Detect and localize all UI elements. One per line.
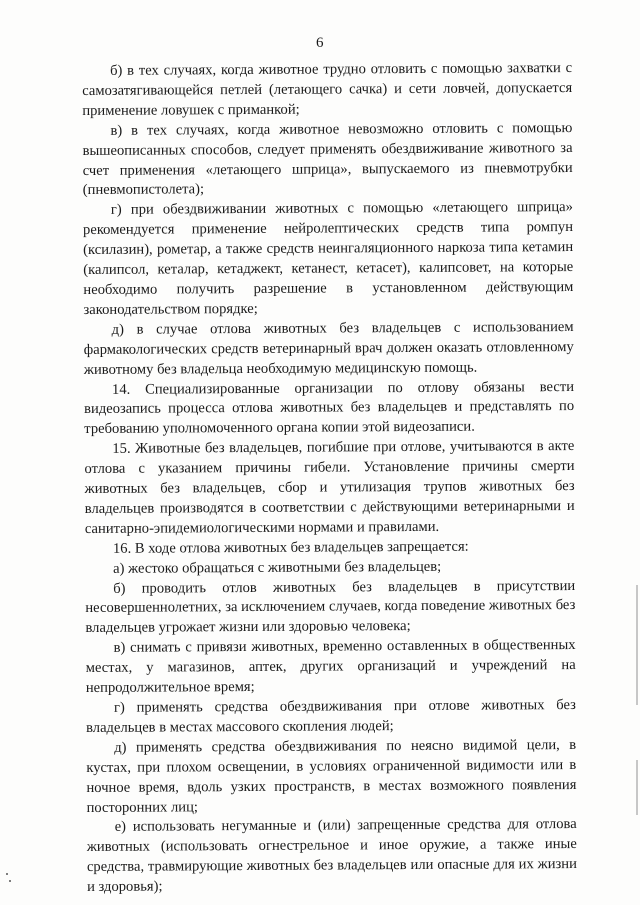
paragraph-3g: г) при обездвиживании животных с помощью «летающего шприца» рекомендуется применение нейролептических средств типа ромпун (ксилазин), рометар, а также средств неингаляционного наркоза типа кетамин (калипсол, кеталар, кетаджект, кетанест, кетасет), калипсовет, на которые необходимо получить разрешение в установленном действующим законодательством порядке; [82, 199, 574, 318]
document-body [82, 59, 577, 898]
paragraph-16v: в) снимать с привязи животных, временно оставленных в общественных местах, у магазинов, аптек, других организаций и учреждений на непродолжительное время; [85, 637, 576, 697]
paragraph-16d: д) применять средства обездвиживания по неясно видимой цели, в кустах, при плохом освещении, в условиях ограниченной видимости или в ночное время, вдоль узких пространств, в местах возможного появления посторонних лиц; [86, 736, 577, 816]
paragraph-16b: б) проводить отлов животных без владельцев в присутствии несовершеннолетних, за исключением случаев, когда поведение животных без владельцев угрожает жизни или здоровью человека; [85, 577, 576, 637]
page-number: 6 [316, 35, 324, 51]
paragraph-16a: а) жестоко обращаться с животными без владельцев; [113, 558, 442, 577]
paragraph-16g: г) применять средства обездвиживания при отлове животных без владельцев в местах массового скопления людей; [86, 696, 576, 736]
paragraph-14: 14. Специализированные организации по отлову обязаны вести видеозапись процесса отлова животных без владельцев и представлять по требованию уполномоченного органа копии этой видеозаписи. [84, 378, 575, 438]
scan-speck [6, 873, 8, 875]
paragraph-16: 16. В ходе отлова животных без владельцев запрещается: [112, 538, 469, 557]
scan-speck [9, 880, 11, 882]
scan-edge-mark [636, 760, 638, 815]
paragraph-3d: д) в случае отлова животных без владельцев с использованием фармакологических средств ветеринарный врач должен оказать отловленному животному без владельца необходимую медицинскую помощь. [83, 318, 574, 378]
paragraph-3v: в) в тех случаях, когда животное невозможно отловить с помощью вышеописанных способов, следует применять обездвиживание животного за счет применения «летающего шприца», выпускаемого из пневмотрубки (пневмопистолета); [82, 119, 573, 199]
paragraph-16e: е) использовать негуманные и (или) запрещенные средства для отлова животных (использовать огнестрельное и иное оружие, а также иные средства, травмирующие животных без владельцев или опасные для их жизни и здоровья); [86, 816, 577, 896]
paragraph-15: 15. Животные без владельцев, погибшие при отлове, учитываются в акте отлова с указанием причины гибели. Установление причины смерти животных без владельцев, сбор и утилизация трупов животных без владельцев производятся в соответствии с действующими ветеринарными и санитарно-эпидемиологическими нормами и правилами. [84, 438, 575, 537]
scan-edge-mark [636, 585, 638, 705]
paragraph-3b: б) в тех случаях, когда животное трудно отловить с помощью захватки с самозатягивающейся петлей (летающего сачка) и сети ловчей, допускается применение ловушек с приманкой; [82, 60, 573, 119]
